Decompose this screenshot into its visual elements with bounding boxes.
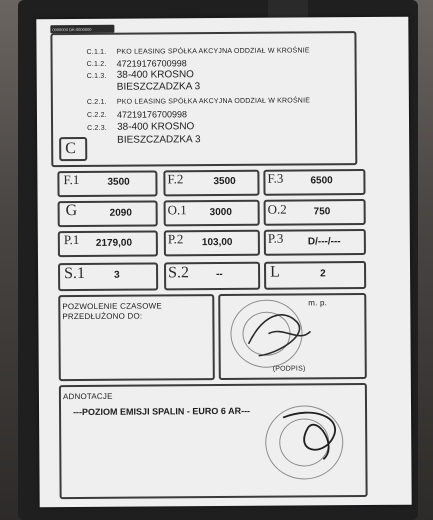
c11-value: PKO LEASING SPÓŁKA AKCYJNA ODDZIAŁ W KROŚNIE [116, 47, 310, 56]
c13-value: 38-400 KROSNO [116, 69, 194, 81]
g-value: 2090 [109, 207, 132, 219]
p2-value: 103,00 [201, 236, 233, 249]
s2-label: S.2 [168, 264, 190, 282]
p1-label: P.1 [63, 232, 80, 248]
o1-label: O.1 [167, 202, 187, 218]
l-label: L [270, 263, 280, 281]
f3-value: 6500 [310, 175, 333, 187]
f1-label: F.1 [63, 172, 80, 188]
g-label: G [65, 202, 78, 220]
extension-label-1: POZWOLENIE CZASOWE [62, 301, 162, 312]
annotations-text: ---POZIOM EMISJI SPALIN - EURO 6 AR--- [73, 405, 251, 418]
c12-value: 47219176700998 [116, 58, 187, 69]
c23-value2: BIESZCZADZKA 3 [117, 134, 201, 146]
c13-value2: BIESZCZADZKA 3 [116, 81, 201, 93]
p2-label: P.2 [167, 231, 184, 247]
o1-value: 3000 [209, 206, 232, 219]
podpis-label: (PODPIS) [272, 365, 306, 373]
o2-value: 750 [313, 206, 331, 218]
f3-label: F.3 [267, 170, 284, 186]
signature-mark-2 [263, 397, 353, 468]
c23-code: C.2.3. [87, 124, 107, 132]
mp-label: m. p. [308, 298, 328, 308]
s2-value: -- [216, 269, 223, 281]
section-c-letter-box [59, 137, 87, 161]
l-value: 2 [320, 268, 326, 280]
f1-value: 3500 [107, 176, 130, 188]
o2-label: O.2 [267, 201, 287, 217]
annotations-label: ADNOTACJE [62, 391, 113, 402]
p3-value: D/---/--- [307, 236, 341, 248]
registration-document [36, 17, 411, 508]
c22-value: 47219176700998 [116, 109, 188, 120]
extension-label-2: PRZEDŁUŻONO DO: [62, 311, 143, 322]
c21-value: PKO LEASING SPÓŁKA AKCYJNA ODDZIAŁ W KROŚNIE [116, 97, 311, 106]
c12-code: C.1.2. [86, 60, 107, 68]
header-code: 0000000 DK-0000000 [52, 26, 92, 33]
c23-value: 38-400 KROSNO [117, 121, 195, 133]
p3-label: P.3 [267, 230, 284, 246]
c13-code: C.1.3. [86, 72, 107, 80]
s1-label: S.1 [64, 264, 86, 283]
s1-value: 3 [114, 269, 120, 281]
f2-label: F.2 [167, 171, 184, 187]
signature-mark-1 [238, 303, 318, 364]
f2-value: 3500 [213, 175, 236, 188]
c22-code: C.2.2. [86, 111, 107, 119]
c21-code: C.2.1. [86, 98, 107, 106]
c11-code: C.1.1. [86, 48, 107, 56]
section-c-letter: C [65, 140, 76, 158]
p1-value: 2179,00 [95, 237, 133, 249]
